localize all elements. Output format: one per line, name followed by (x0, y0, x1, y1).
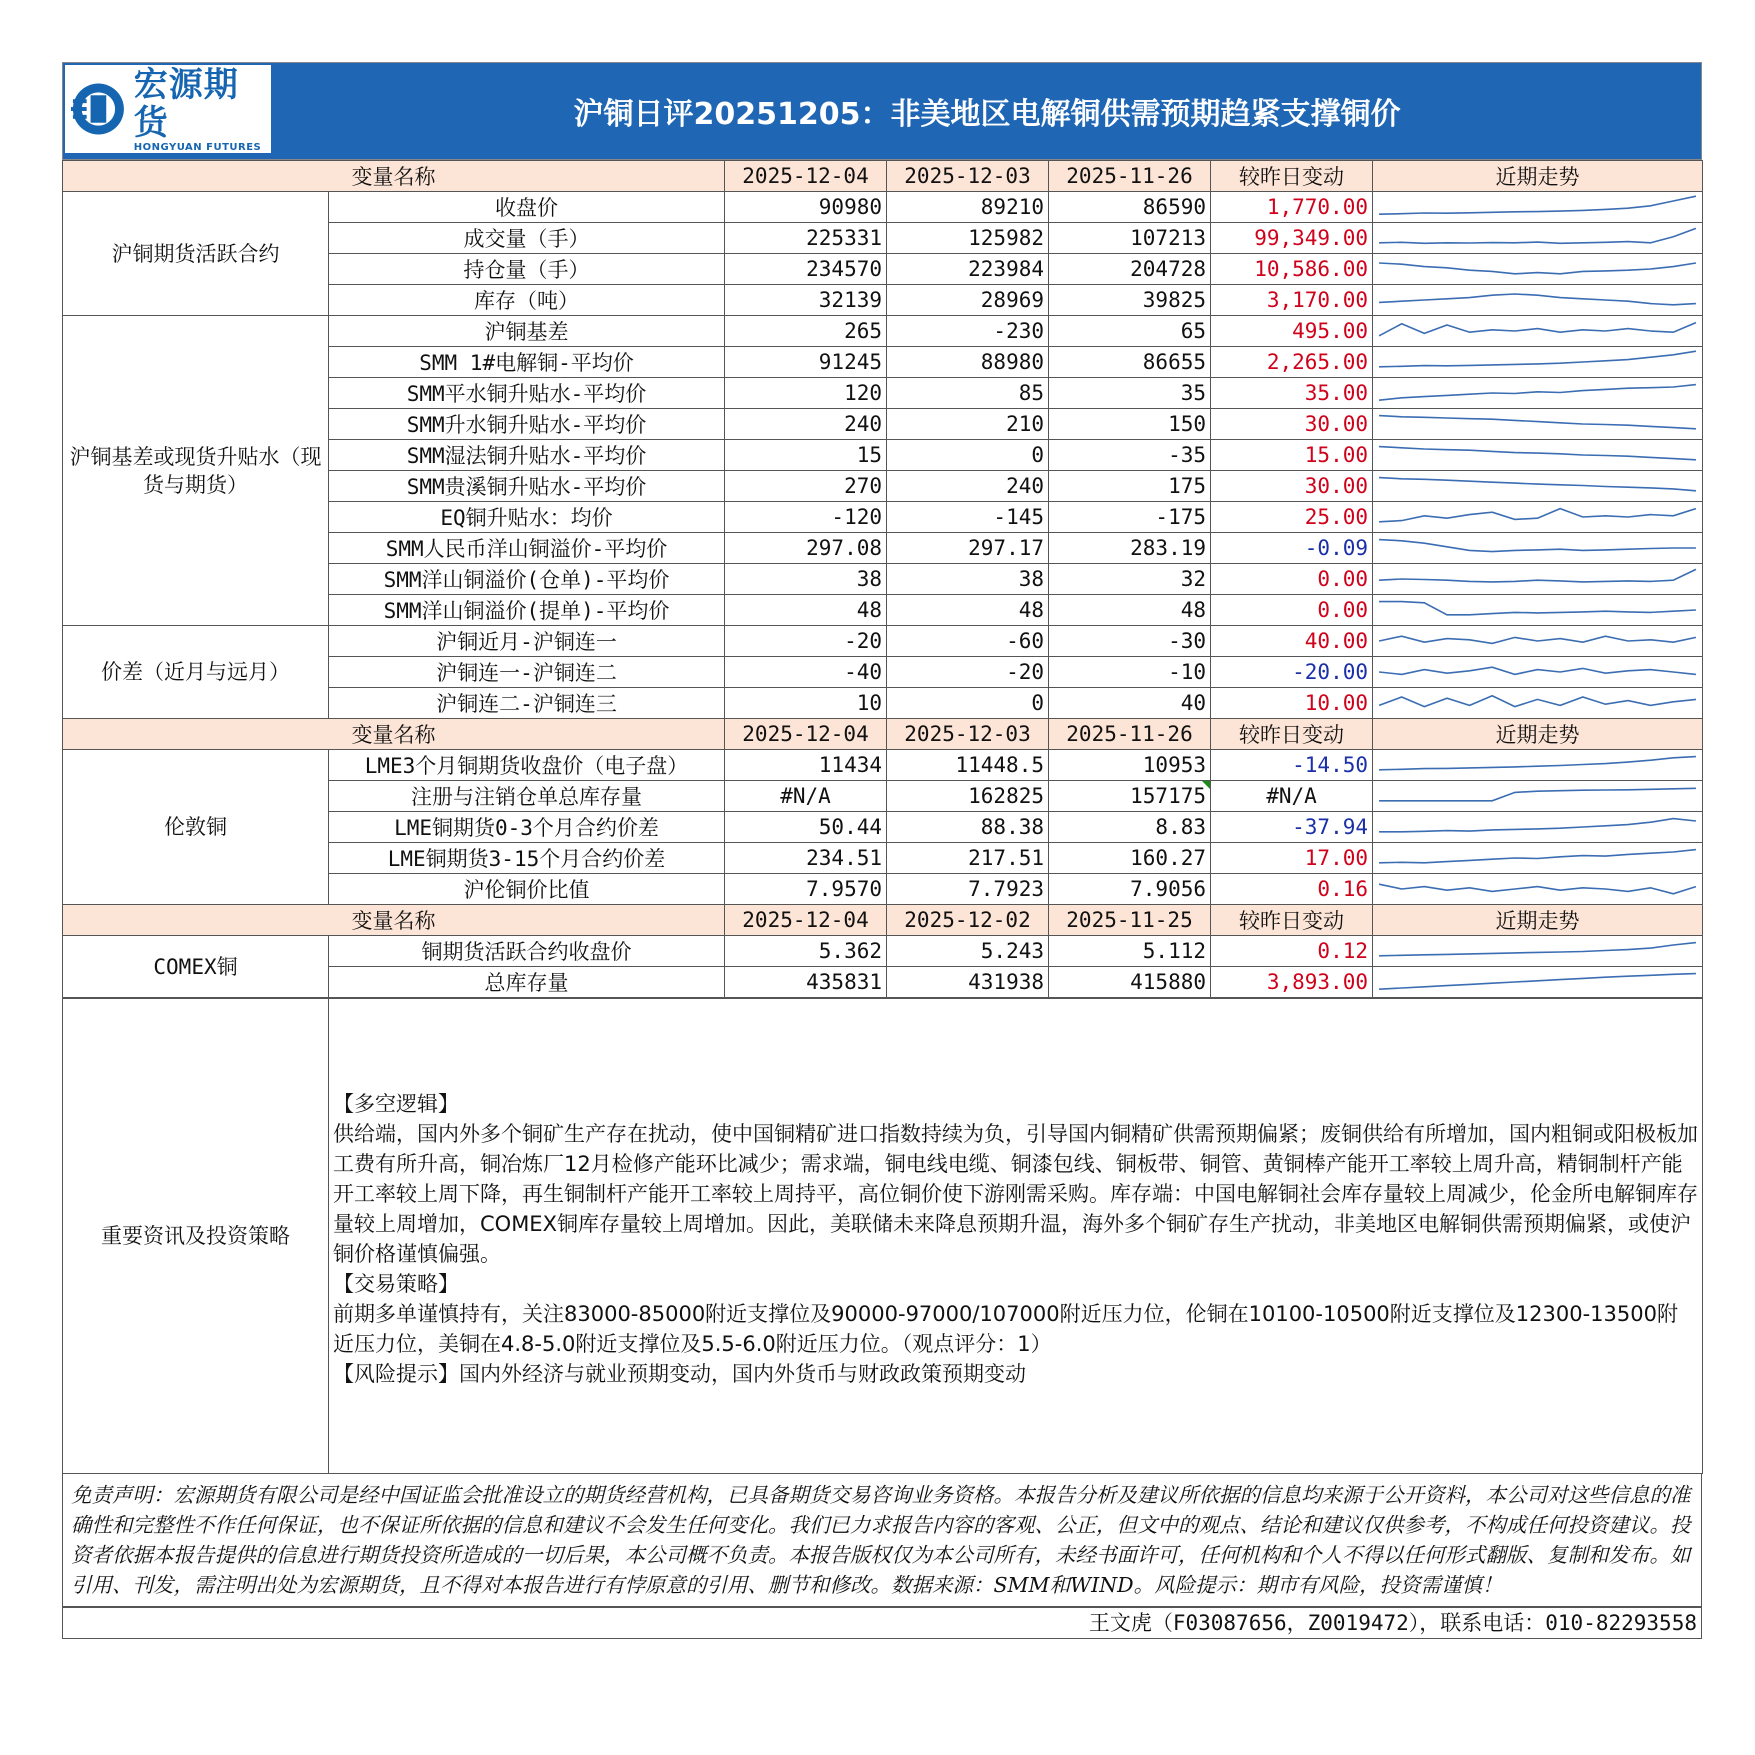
indicator-name: 沪铜连二-沪铜连三 (329, 688, 725, 719)
trend-sparkline (1373, 502, 1703, 533)
change-value: 3,170.00 (1211, 285, 1373, 316)
sparkline-path (1379, 478, 1696, 491)
strategy-row (63, 999, 1703, 1474)
indicator-name: SMM平水铜升贴水-平均价 (329, 378, 725, 409)
value-date3: 32 (1049, 564, 1211, 595)
value-date1: 120 (725, 378, 887, 409)
value-date3: 86655 (1049, 347, 1211, 378)
sparkline-path (1379, 323, 1696, 336)
trend-sparkline (1373, 471, 1703, 502)
trend-sparkline (1373, 626, 1703, 657)
group-label: 沪铜期货活跃合约 (63, 192, 329, 316)
group-label: 沪铜基差或现货升贴水（现货与期货） (63, 316, 329, 626)
value-date2: 89210 (887, 192, 1049, 223)
column-header-name: 变量名称 (63, 719, 725, 750)
sparkline-chart (1375, 875, 1700, 903)
column-header-trend: 近期走势 (1373, 719, 1703, 750)
change-value: 2,265.00 (1211, 347, 1373, 378)
value-date1: -120 (725, 502, 887, 533)
value-date1: 234.51 (725, 843, 887, 874)
section-header-row (63, 719, 1703, 750)
trend-sparkline (1373, 192, 1703, 223)
change-value: 40.00 (1211, 626, 1373, 657)
trend-sparkline (1373, 564, 1703, 595)
sparkline-path (1379, 667, 1696, 674)
trend-sparkline (1373, 533, 1703, 564)
trend-sparkline (1373, 812, 1703, 843)
trend-sparkline (1373, 688, 1703, 719)
table-row (63, 750, 1703, 781)
trend-sparkline (1373, 936, 1703, 967)
sparkline-chart (1375, 410, 1700, 438)
change-value: 30.00 (1211, 471, 1373, 502)
value-date3: 5.112 (1049, 936, 1211, 967)
trend-sparkline (1373, 254, 1703, 285)
column-header-name: 变量名称 (63, 161, 725, 192)
value-date1: 50.44 (725, 812, 887, 843)
trade-text: 前期多单谨慎持有，关注83000-85000附近支撑位及90000-97000/107000附近压力位，伦铜在10100-10500附近支撑位及12300-13500附近压力位，美铜在4.8-5.0附近支撑位及5.5-6.0附近压力位。（观点评分：1） (333, 1302, 1678, 1356)
value-date3: 39825 (1049, 285, 1211, 316)
sparkline-chart (1375, 689, 1700, 717)
value-date1: 10 (725, 688, 887, 719)
logic-title: 【多空逻辑】 (333, 1092, 459, 1116)
value-date3: 283.19 (1049, 533, 1211, 564)
value-date3: 65 (1049, 316, 1211, 347)
value-date3: 150 (1049, 409, 1211, 440)
trend-sparkline (1373, 843, 1703, 874)
trend-sparkline (1373, 781, 1703, 812)
sparkline-chart (1375, 565, 1700, 593)
sparkline-chart (1375, 534, 1700, 562)
sparkline-path (1379, 850, 1696, 863)
change-value: #N/A (1211, 781, 1373, 812)
value-date2: 5.243 (887, 936, 1049, 967)
value-date3: 7.9056 (1049, 874, 1211, 905)
indicator-name: EQ铜升贴水：均价 (329, 502, 725, 533)
sparkline-path (1379, 351, 1696, 367)
sparkline-chart (1375, 441, 1700, 469)
column-header-date1: 2025-12-04 (725, 161, 887, 192)
value-date2: 297.17 (887, 533, 1049, 564)
change-value: 15.00 (1211, 440, 1373, 471)
risk-line (333, 1359, 1698, 1389)
change-value: 25.00 (1211, 502, 1373, 533)
group-label: 伦敦铜 (63, 750, 329, 905)
value-date2: 431938 (887, 967, 1049, 998)
value-date1: 38 (725, 564, 887, 595)
report-header (62, 62, 1702, 160)
sparkline-path (1379, 509, 1696, 522)
trend-sparkline (1373, 409, 1703, 440)
value-date2: -60 (887, 626, 1049, 657)
logic-text: 供给端，国内外多个铜矿生产存在扰动，使中国铜精矿进口指数持续为负，引导国内铜精矿供需预期偏紧；废铜供给有所增加，国内粗铜或阳极板加工费有所升高，铜冶炼厂12月检修产能环比减少；需求端，铜电线电缆、铜漆包线、铜板带、铜管、黄铜棒产能开工率较上周升高，精铜制杆产能开工率较上周下降，再生铜制杆产能开工率较上周持平，高位铜价使下游刚需采购。库存端：中国电解铜社会库存量较上周减少，伦金所电解铜库存量较上周增加，COMEX铜库存量较上周增加。因此，美联储未来降息预期升温，海外多个铜矿存生产扰动，非美地区电解铜供需预期偏紧，或使沪铜价格谨慎偏强。 (333, 1122, 1698, 1266)
table-row (63, 626, 1703, 657)
value-date1: 15 (725, 440, 887, 471)
sparkline-path (1379, 974, 1696, 990)
value-date1: 90980 (725, 192, 887, 223)
column-header-change: 较昨日变动 (1211, 161, 1373, 192)
value-date3: 204728 (1049, 254, 1211, 285)
strategy-label: 重要资讯及投资策略 (63, 999, 329, 1474)
sparkline-path (1379, 696, 1696, 707)
change-value: 1,770.00 (1211, 192, 1373, 223)
change-value: 0.16 (1211, 874, 1373, 905)
change-value: 17.00 (1211, 843, 1373, 874)
column-header-date3: 2025-11-25 (1049, 905, 1211, 936)
trend-sparkline (1373, 378, 1703, 409)
indicator-name: LME铜期货3-15个月合约价差 (329, 843, 725, 874)
value-date2: 240 (887, 471, 1049, 502)
sparkline-chart (1375, 813, 1700, 841)
sparkline-chart (1375, 658, 1700, 686)
column-header-change: 较昨日变动 (1211, 905, 1373, 936)
column-header-date1: 2025-12-04 (725, 719, 887, 750)
value-date2: 0 (887, 688, 1049, 719)
value-date2: 210 (887, 409, 1049, 440)
trend-sparkline (1373, 595, 1703, 626)
sparkline-path (1379, 602, 1696, 615)
sparkline-path (1379, 757, 1696, 770)
value-date1: 234570 (725, 254, 887, 285)
sparkline-path (1379, 416, 1696, 429)
value-date1: -20 (725, 626, 887, 657)
sparkline-path (1379, 263, 1696, 274)
value-date3: 35 (1049, 378, 1211, 409)
value-date1: 225331 (725, 223, 887, 254)
sparkline-chart (1375, 503, 1700, 531)
value-date1: 91245 (725, 347, 887, 378)
sparkline-chart (1375, 596, 1700, 624)
sparkline-path (1379, 228, 1696, 243)
value-date1: 435831 (725, 967, 887, 998)
change-value: 35.00 (1211, 378, 1373, 409)
indicator-name: SMM贵溪铜升贴水-平均价 (329, 471, 725, 502)
value-date3: -175 (1049, 502, 1211, 533)
sparkline-chart (1375, 255, 1700, 283)
value-date3: 48 (1049, 595, 1211, 626)
sparkline-path (1379, 819, 1696, 832)
indicator-name: 铜期货活跃合约收盘价 (329, 936, 725, 967)
risk-text: 国内外经济与就业预期变动，国内外货币与财政政策预期变动 (459, 1362, 1026, 1386)
sparkline-chart (1375, 627, 1700, 655)
company-logo (65, 65, 271, 153)
value-date3: 86590 (1049, 192, 1211, 223)
table-row (63, 316, 1703, 347)
indicator-name: SMM人民币洋山铜溢价-平均价 (329, 533, 725, 564)
value-date3: 160.27 (1049, 843, 1211, 874)
indicator-name: 沪铜近月-沪铜连一 (329, 626, 725, 657)
sparkline-chart (1375, 472, 1700, 500)
section-header-row (63, 161, 1703, 192)
trend-sparkline (1373, 874, 1703, 905)
indicator-name: SMM湿法铜升贴水-平均价 (329, 440, 725, 471)
value-date2: 7.7923 (887, 874, 1049, 905)
value-date1: 11434 (725, 750, 887, 781)
sparkline-chart (1375, 224, 1700, 252)
logo-chinese-name: 宏源期货 (133, 64, 239, 143)
report-frame (62, 62, 1702, 1639)
value-date1: 5.362 (725, 936, 887, 967)
trend-sparkline (1373, 285, 1703, 316)
column-header-trend: 近期走势 (1373, 905, 1703, 936)
indicator-name: SMM洋山铜溢价(提单)-平均价 (329, 595, 725, 626)
indicator-name: SMM 1#电解铜-平均价 (329, 347, 725, 378)
value-date1: 265 (725, 316, 887, 347)
indicator-name: 沪伦铜价比值 (329, 874, 725, 905)
hongyuan-logo-icon (69, 69, 130, 149)
sparkline-path (1379, 636, 1696, 643)
value-date3: 8.83 (1049, 812, 1211, 843)
change-value: -0.09 (1211, 533, 1373, 564)
value-date1: 297.08 (725, 533, 887, 564)
change-value: 99,349.00 (1211, 223, 1373, 254)
value-date2: 11448.5 (887, 750, 1049, 781)
value-date2: -20 (887, 657, 1049, 688)
trend-sparkline (1373, 440, 1703, 471)
column-header-date2: 2025-12-03 (887, 719, 1049, 750)
value-date2: 28969 (887, 285, 1049, 316)
strategy-table (62, 998, 1703, 1474)
sparkline-chart (1375, 379, 1700, 407)
value-date3: 40 (1049, 688, 1211, 719)
indicator-table (62, 160, 1703, 998)
value-date2: 88.38 (887, 812, 1049, 843)
value-date2: 48 (887, 595, 1049, 626)
value-date1: 32139 (725, 285, 887, 316)
sparkline-path (1379, 294, 1696, 305)
indicator-name: SMM升水铜升贴水-平均价 (329, 409, 725, 440)
value-date2: -145 (887, 502, 1049, 533)
value-date1: 270 (725, 471, 887, 502)
group-label: COMEX铜 (63, 936, 329, 998)
change-value: -14.50 (1211, 750, 1373, 781)
sparkline-path (1379, 385, 1696, 401)
strategy-content (329, 999, 1703, 1474)
sparkline-chart (1375, 937, 1700, 965)
value-date2: 85 (887, 378, 1049, 409)
sparkline-chart (1375, 751, 1700, 779)
value-date1: 240 (725, 409, 887, 440)
change-value: 30.00 (1211, 409, 1373, 440)
column-header-date2: 2025-12-03 (887, 161, 1049, 192)
sparkline-chart (1375, 968, 1700, 996)
value-date3: 157175 (1049, 781, 1211, 812)
column-header-date3: 2025-11-26 (1049, 719, 1211, 750)
column-header-trend: 近期走势 (1373, 161, 1703, 192)
indicator-name: 注册与注销仓单总库存量 (329, 781, 725, 812)
author-contact: 王文虎（F03087656，Z0019472），联系电话：010-82293558 (62, 1607, 1702, 1639)
value-date2: 217.51 (887, 843, 1049, 874)
sparkline-chart (1375, 317, 1700, 345)
value-date2: 223984 (887, 254, 1049, 285)
indicator-name: SMM洋山铜溢价(仓单)-平均价 (329, 564, 725, 595)
value-date3: 175 (1049, 471, 1211, 502)
sparkline-path (1379, 943, 1696, 956)
sparkline-chart (1375, 844, 1700, 872)
value-date1: 48 (725, 595, 887, 626)
value-date2: 0 (887, 440, 1049, 471)
value-date1: #N/A (725, 781, 887, 812)
sparkline-chart (1375, 193, 1700, 221)
sparkline-path (1379, 196, 1696, 214)
table-row (63, 192, 1703, 223)
value-date2: 38 (887, 564, 1049, 595)
column-header-name: 变量名称 (63, 905, 725, 936)
trend-sparkline (1373, 347, 1703, 378)
change-value: 10,586.00 (1211, 254, 1373, 285)
sparkline-path (1379, 447, 1696, 460)
sparkline-chart (1375, 782, 1700, 810)
value-date1: 7.9570 (725, 874, 887, 905)
cell-comment-marker-icon (1202, 781, 1210, 789)
sparkline-path (1379, 788, 1696, 801)
trend-sparkline (1373, 967, 1703, 998)
value-date3: -30 (1049, 626, 1211, 657)
sparkline-path (1379, 540, 1696, 552)
trend-sparkline (1373, 223, 1703, 254)
value-date3: 107213 (1049, 223, 1211, 254)
column-header-date2: 2025-12-02 (887, 905, 1049, 936)
value-date3: -35 (1049, 440, 1211, 471)
value-date2: -230 (887, 316, 1049, 347)
sparkline-path (1379, 884, 1696, 894)
risk-title: 【风险提示】 (333, 1362, 459, 1386)
value-date3: 10953 (1049, 750, 1211, 781)
sparkline-chart (1375, 286, 1700, 314)
sparkline-path (1379, 569, 1696, 582)
trend-sparkline (1373, 657, 1703, 688)
trend-sparkline (1373, 316, 1703, 347)
section-header-row (63, 905, 1703, 936)
value-date3: -10 (1049, 657, 1211, 688)
change-value: 0.00 (1211, 595, 1373, 626)
change-value: 10.00 (1211, 688, 1373, 719)
trade-title: 【交易策略】 (333, 1272, 459, 1296)
value-date3: 415880 (1049, 967, 1211, 998)
indicator-name: 沪铜基差 (329, 316, 725, 347)
indicator-name: LME铜期货0-3个月合约价差 (329, 812, 725, 843)
change-value: 0.00 (1211, 564, 1373, 595)
disclaimer: 免责声明：宏源期货有限公司是经中国证监会批准设立的期货经营机构，已具备期货交易咨询业务资格。本报告分析及建议所依据的信息均来源于公开资料，本公司对这些信息的准确性和完整性不作任何保证，也不保证所依据的信息和建议不会发生任何变化。我们已力求报告内容的客观、公正，但文中的观点、结论和建议仅供参考，不构成任何投资建议。投资者依据本报告提供的信息进行期货投资所造成的一切后果，本公司概不负责。本报告版权仅为本公司所有，未经书面许可，任何机构和个人不得以任何形式翻版、复制和发布。如引用、刊发，需注明出处为宏源期货，且不得对本报告进行有悖原意的引用、删节和修改。数据来源：SMM和WIND。风险提示：期市有风险，投资需谨慎！ (62, 1474, 1702, 1607)
indicator-name: 沪铜连一-沪铜连二 (329, 657, 725, 688)
column-header-date1: 2025-12-04 (725, 905, 887, 936)
column-header-date3: 2025-11-26 (1049, 161, 1211, 192)
value-date2: 162825 (887, 781, 1049, 812)
indicator-name: 库存（吨） (329, 285, 725, 316)
value-date2: 125982 (887, 223, 1049, 254)
indicator-name: 成交量（手） (329, 223, 725, 254)
sparkline-chart (1375, 348, 1700, 376)
report-title: 沪铜日评20251205：非美地区电解铜供需预期趋紧支撑铜价 (573, 97, 1401, 132)
indicator-name: 收盘价 (329, 192, 725, 223)
column-header-change: 较昨日变动 (1211, 719, 1373, 750)
group-label: 价差（近月与远月） (63, 626, 329, 719)
value-date2: 88980 (887, 347, 1049, 378)
trend-sparkline (1373, 750, 1703, 781)
indicator-name: 持仓量（手） (329, 254, 725, 285)
logo-english-name: HONGYUAN FUTURES (133, 141, 262, 153)
change-value: 495.00 (1211, 316, 1373, 347)
value-date1: -40 (725, 657, 887, 688)
indicator-name: 总库存量 (329, 967, 725, 998)
indicator-name: LME3个月铜期货收盘价（电子盘） (329, 750, 725, 781)
table-row (63, 936, 1703, 967)
change-value: 3,893.00 (1211, 967, 1373, 998)
data-tables (62, 160, 1702, 1639)
change-value: 0.12 (1211, 936, 1373, 967)
change-value: -37.94 (1211, 812, 1373, 843)
change-value: -20.00 (1211, 657, 1373, 688)
